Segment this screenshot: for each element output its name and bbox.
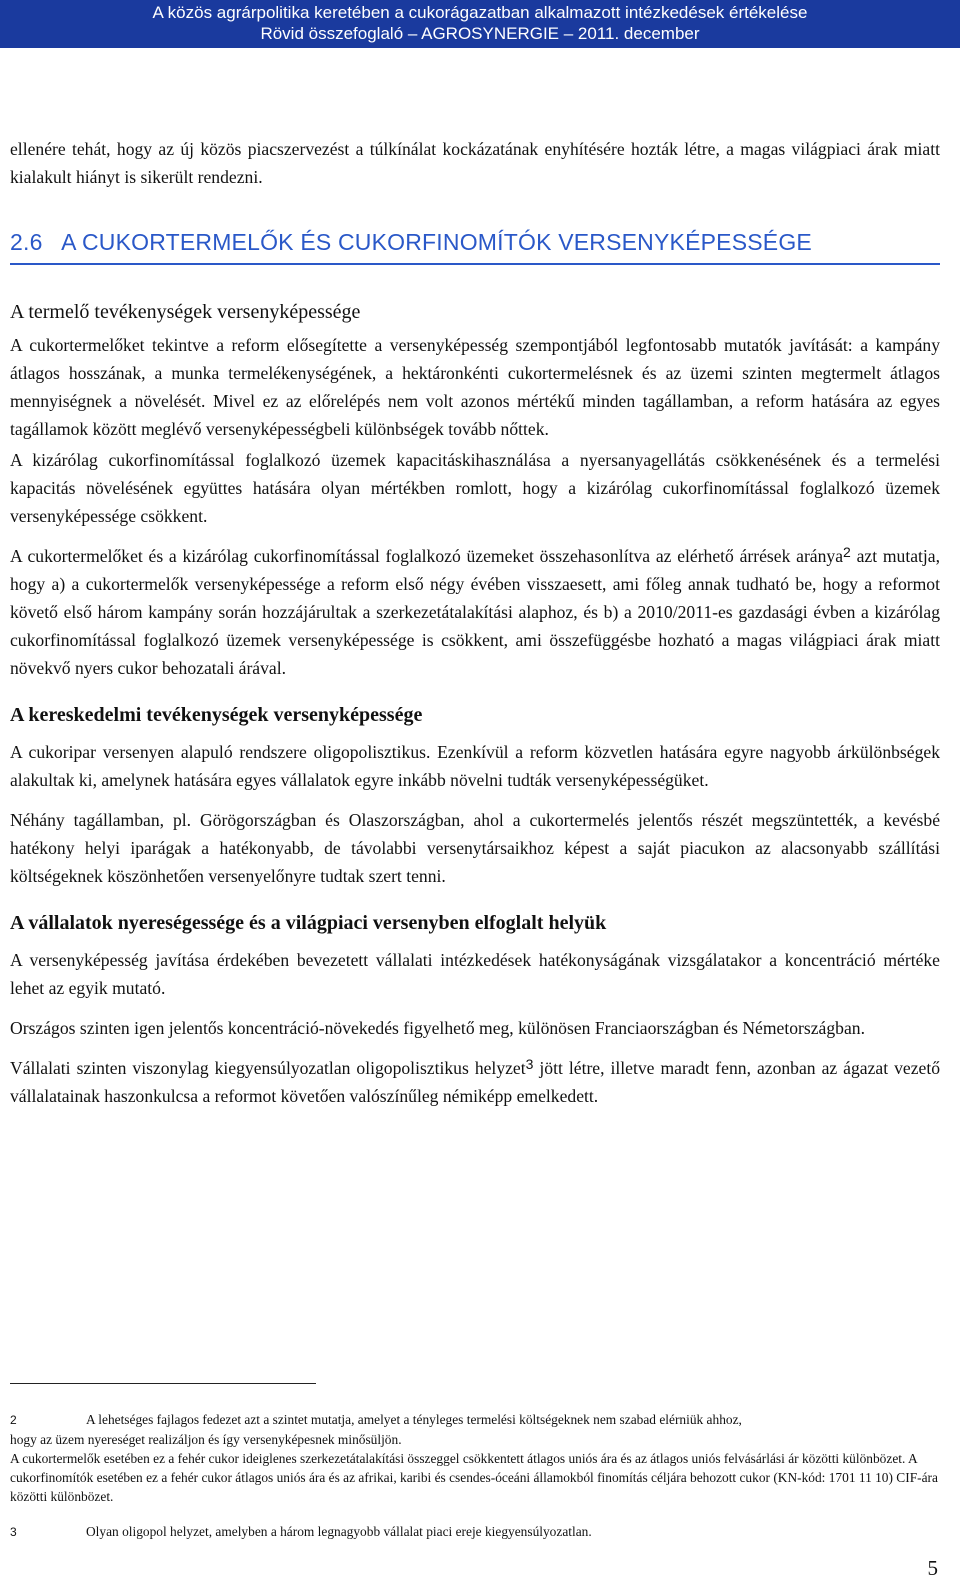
footnote-ref-3[interactable]: 3 [525,1056,534,1072]
paragraph: A cukortermelőket tekintve a reform elősegítette a versenyképesség szempontjából legfontosabb mutatók javítását: a kampány átlagos hosszának, a munka termelékenységének, a hektáronkénti cukortermelésnek és az üzemi szinten megtermelt átlagos mennyiségnek a növelését. Mivel ez az előrelépés nem volt azonos mértékű minden tagállamban, a reform hatására az egyes tagállamok között meglévő versenyképességbeli különbségek tovább nőttek. [10,335,940,439]
footnote-2: 2 A lehetséges fajlagos fedezet azt a szintet mutatja, amelyet a tényleges termelési költségeknek nem szabad elérniük ahhoz, [10,1410,940,1430]
header-subtitle: Rövid összefoglaló – AGROSYNERGIE – 2011. december [260,24,700,43]
section-number: 2.6 [10,229,43,255]
page-number: 5 [927,1556,938,1580]
subheading-trade: A kereskedelmi tevékenységek versenyképessége [10,704,423,726]
intro-paragraph: ellenére tehát, hogy az új közös piacszervezést a túlkínálat kockázatának enyhítésére hozták létre, a magas világpiaci árak miatt kialakult hiányt is sikerült rendezni. [10,139,940,187]
footnote-2-continued: hogy az üzem nyereséget realizáljon és így versenyképesnek minősüljön. [10,1432,402,1447]
subheading-production: A termelő tevékenységek versenyképessége [10,301,361,323]
footnote-ref-2[interactable]: 2 [843,544,851,560]
paragraph-with-footnote: A cukortermelőket és a kizárólag cukorfinomítással foglalkozó üzemeket összehasonlítva az elérhető árrések aránya$^2$ azt mutatja, hogy a) a cukortermelők versenyképessége a reform első négy évében visszaesett, ami főleg annak tudható be, hogy a reformot követő első három kampány során hozzájárultak a szerkezetátalakítási alaphoz, és b) a 2010/2011-es gazdasági évben a kizárólag cukorfinomítással foglalkozó üzemek versenyképessége is csökkent, ami összefüggésbe hozható a magas világpiaci árak miatt növekvő nyers cukor behozatali árával. [10,544,940,678]
main-content [10,135,940,1122]
section-heading [10,227,940,265]
footnotes [10,1383,940,1542]
footnote-number: 2 [10,1413,17,1427]
paragraph: A versenyképesség javítása érdekében bevezetett vállalati intézkedések hatékonyságának vizsgálatakor a koncentráció mértéke lehet az egyik mutató. [10,950,940,998]
header-title: A közös agrárpolitika keretében a cukorágazatban alkalmazott intézkedések értékelése [152,3,808,22]
footnote-divider [10,1383,316,1384]
section-title: A CUKORTERMELŐK ÉS CUKORFINOMÍTÓK VERSENYKÉPESSÉGE [61,229,812,255]
paragraph: Néhány tagállamban, pl. Görögországban és Olaszországban, ahol a cukortermelés jelentős részét megszüntették, a kevésbé hatékony helyi iparágak a hatékonyabb, de távolabbi versenytársaikhoz képest a saját piacukon az alacsonyabb szállítási költségeknek köszönhetően versenyelőnyre tudtak szert tenni. [10,810,940,886]
paragraph: Országos szinten igen jelentős koncentráció-növekedés figyelhető meg, különösen Franciaországban és Németországban. [10,1018,865,1038]
footnote-2-details: A cukortermelők esetében ez a fehér cukor ideiglenes szerkezetátalakítási összeggel csökkentett átlagos uniós ára és az átlagos uniós felvásárlási ár közötti különbözet. A cukorfinomítók esetében ez a fehér cukor átlagos uniós ára és az afrikai, karibi és csendes-óceáni államokból finomítás céljára behozott cukor (KN-kód: 1701 11 10) CIF-ára közötti különbözet. [10,1451,938,1504]
paragraph: A kizárólag cukorfinomítással foglalkozó üzemek kapacitáskihasználása a nyersanyagellátás csökkenésének és a termelési kapacitás növelésének együttes hatására olyan mértékben romlott, hogy a kizárólag cukorfinomítással foglalkozó üzemek versenyképessége csökkent. [10,450,940,526]
footnote-3: 3 Olyan oligopol helyzet, amelyben a három legnagyobb vállalat piaci ereje kiegyensúlyozatlan. [10,1522,940,1542]
paragraph: A cukoripar versenyen alapuló rendszere oligopolisztikus. Ezenkívül a reform közvetlen hatására egyre nagyobb árkülönbségek alakultak ki, amelynek hatására egyes vállalatok egyre inkább növelni tudták versenyképességüket. [10,742,940,790]
subheading-profitability: A vállalatok nyereségessége és a világpiaci versenyben elfoglalt helyük [10,912,607,934]
paragraph-with-footnote: Vállalati szinten viszonylag kiegyensúlyozatlan oligopolisztikus helyzet$^3$ jött létre, illetve maradt fenn, azonban az ágazat vezető vállalatainak haszonkulcsa a reformot követően valószínűleg némiképp emelkedett. [10,1056,940,1106]
document-header [0,0,960,48]
footnote-number: 3 [10,1525,17,1539]
